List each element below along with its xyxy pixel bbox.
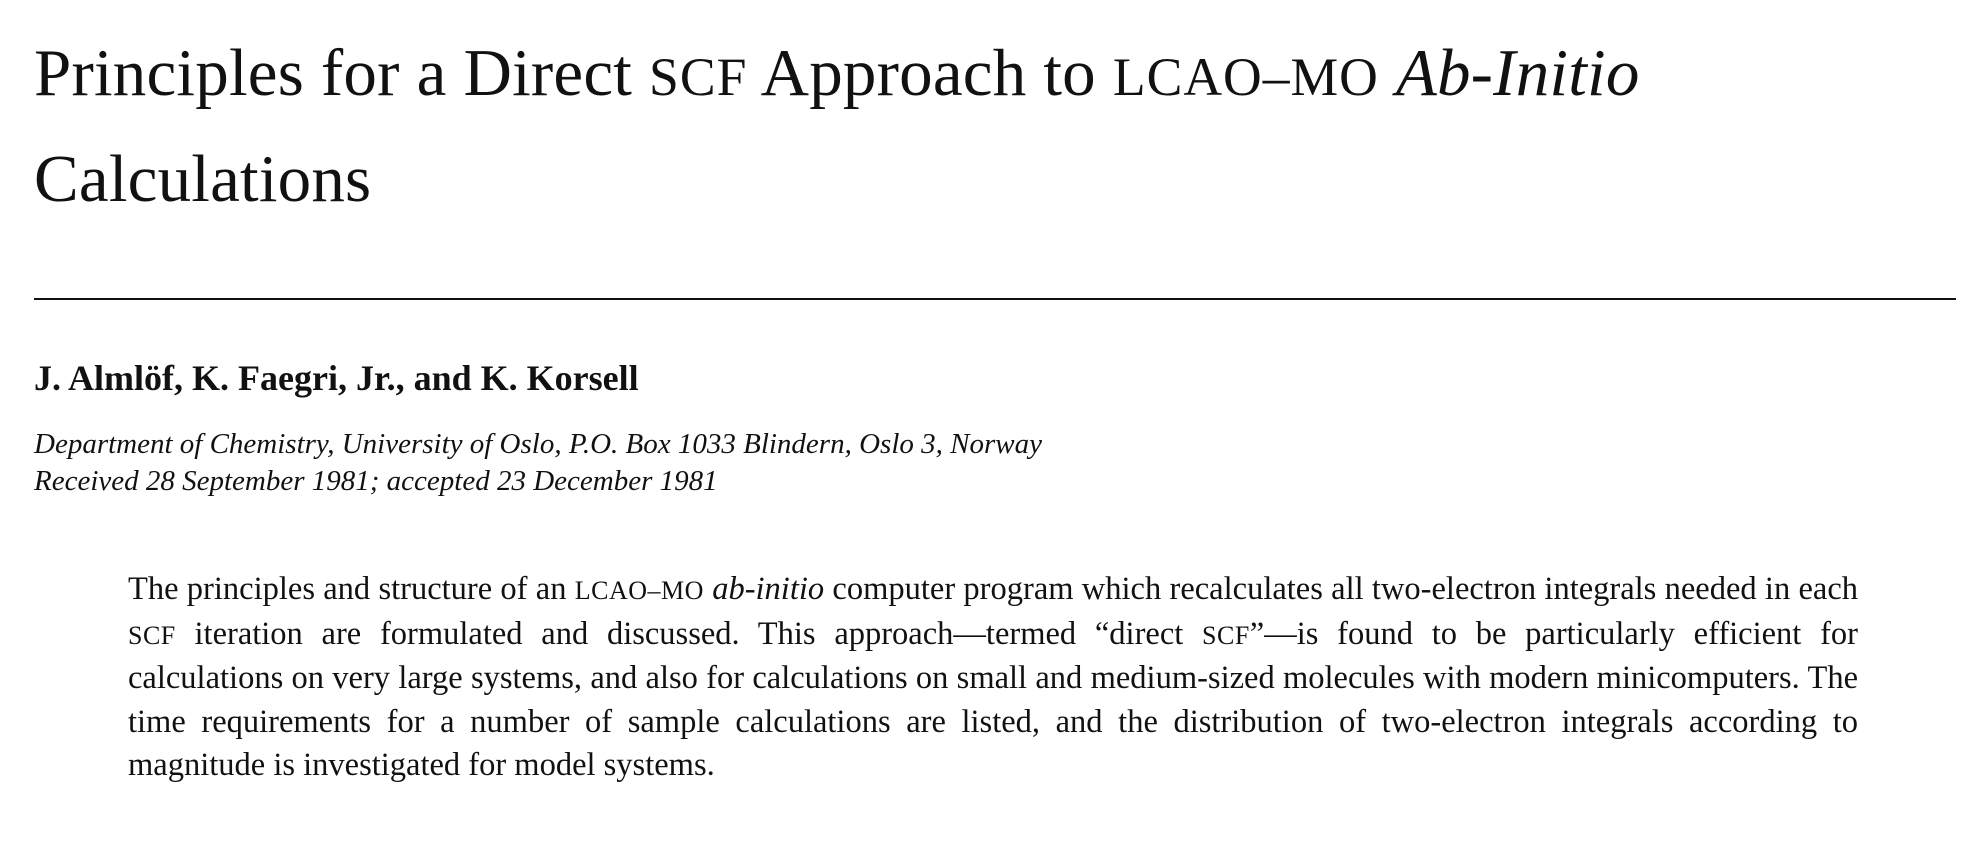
title-text-4: Calculations (34, 142, 372, 216)
abstract-scf-2: SCF (1202, 620, 1250, 650)
paper-title (34, 22, 1914, 230)
abstract-lcao-mo: LCAO–MO (574, 576, 704, 605)
title-lcao-mo: LCAO–MO (1112, 47, 1379, 107)
abstract-text-5: computer program which recalculates all two-electron integrals needed in each (824, 571, 1858, 607)
title-text-2: Approach to (747, 36, 1113, 110)
title-text-1: Principles for a Direct (34, 36, 650, 110)
abstract-ab-initio: ab-initio (712, 571, 825, 607)
abstract-scf-1: SCF (128, 620, 176, 650)
abstract-text-7: iteration are formulated and discussed. This approach—termed “direct (175, 615, 1203, 652)
abstract (128, 568, 1858, 788)
title-ab-initio: Ab-Initio (1395, 36, 1640, 110)
title-scf: SCF (649, 47, 748, 107)
abstract-text-9: ”—is found to be particularly efficient for calculations on very large systems, and also for calculations on small and medium-sized molecules with modern minicomputers. The time requirements for a number of sample calculations are listed, and the distribution of two-electron integrals according to magnitude is investigated for model systems. (128, 615, 1858, 783)
affiliation-block (34, 426, 1834, 500)
abstract-text-3 (704, 571, 712, 607)
author-list: J. Almlöf, K. Faegri, Jr., and K. Korsell (34, 358, 639, 398)
title-text-3 (1379, 36, 1396, 110)
abstract-text-1: The principles and structure of an (128, 571, 575, 607)
title-divider (34, 298, 1956, 300)
received-dates: Received 28 September 1981; accepted 23 December 1981 (34, 465, 718, 497)
affiliation: Department of Chemistry, University of Oslo, P.O. Box 1033 Blindern, Oslo 3, Norway (34, 428, 1042, 460)
